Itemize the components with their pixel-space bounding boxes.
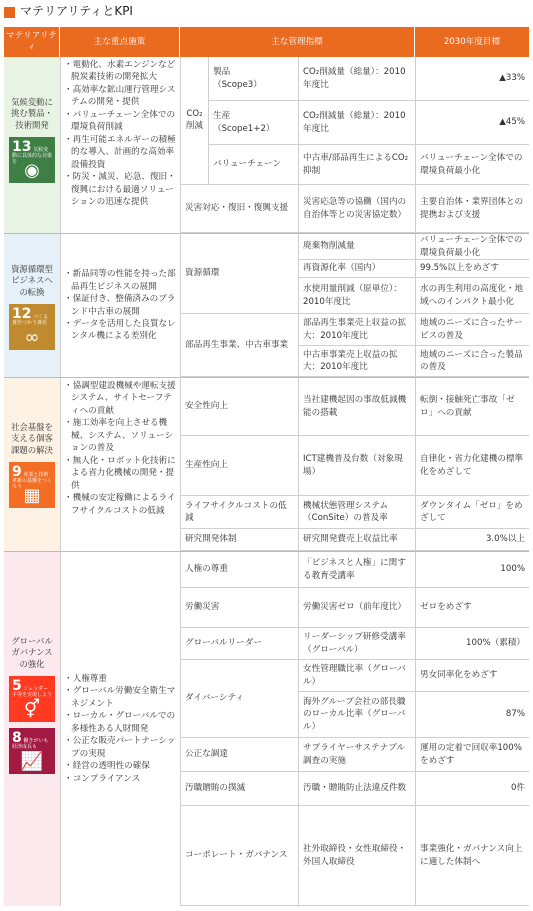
group-label: ライフサイクルコストの低減: [180, 496, 298, 529]
group-label: ダイバーシティ: [180, 660, 298, 738]
sdg-text: ジェンダー平等を実現しよう: [12, 686, 53, 699]
target-cell: 運用の定着で回収率100%をめざす: [415, 738, 529, 772]
list-item: ・ 施工効率を向上させる機械、システム、ソリューションの普及: [64, 417, 177, 454]
target-cell: 主要自治体・業界団体との提携および支援: [415, 185, 529, 233]
page-title: [4, 4, 133, 20]
list-item: ・ コンプライアンス: [64, 773, 177, 785]
gender-icon: ⚥: [23, 699, 41, 721]
materiality-governance: [4, 552, 60, 906]
section-governance: [4, 552, 529, 906]
measures-resource: [60, 234, 180, 377]
header-measures: 主な重点施策: [60, 27, 180, 57]
list-item: ・ 協調型建設機械や運転支援システム、サイトセーフティへの貢献: [64, 380, 177, 417]
list-item: ・ 再生可能エネルギーの積極的な導入、計画的な高効率設備投資: [64, 134, 177, 171]
indicator-cell: CO₂削減量（総量）：2010年度比: [298, 57, 415, 101]
target-cell: 100%（累積）: [415, 628, 529, 660]
list-item: ・ バリューチェーン全体での環境負荷削減: [64, 109, 177, 134]
group-label: 労働災害: [180, 588, 298, 628]
indicator-cell: 災害応急等の協働（国内の自治体等との災害協定数）: [298, 185, 415, 233]
indicator-cell: 再資源化率（国内）: [298, 260, 415, 278]
target-cell: 事業強化・ガバナンス向上に適した体制へ: [415, 806, 529, 906]
measures-climate: [60, 57, 180, 233]
list-item: ・ データを活用した良質なレンタル機による差別化: [64, 318, 177, 343]
sub-label: 生産 （Scope1+2）: [208, 101, 298, 145]
sdg-text: 産業と技術革新の基盤をつくろう: [12, 472, 53, 490]
indicator-cell: ICT建機普及台数（対象現場）: [298, 436, 415, 496]
target-cell: 87%: [415, 692, 529, 738]
group-label: コーポレート・ガバナンス: [180, 806, 298, 906]
indicator-cell: 海外グループ会社の部長職のローカル比率（グローバル）: [298, 692, 415, 738]
group-label: 汚職贈賄の撲滅: [180, 772, 298, 806]
sdg-number: 9: [12, 464, 22, 481]
sdg-9-badge: [9, 462, 55, 508]
indicator-cell: 水使用量削減（原単位）：2010年度比: [298, 278, 415, 314]
sdg-number: 8: [12, 730, 22, 747]
sdg-number: 5: [12, 678, 22, 695]
eye-globe-icon: ◉: [24, 160, 40, 182]
sdg-number: 13: [12, 139, 32, 156]
materiality-resource: [4, 234, 60, 377]
indicator-cell: 研究開発費売上収益比率: [298, 529, 415, 551]
sdg-5-badge: [9, 676, 55, 722]
list-item: ・ 防災・減災、応急、復旧・復興における最適ソリューションの迅速な提供: [64, 171, 177, 208]
sdg-number: 12: [12, 306, 32, 323]
list-item: ・ 保証付き、整備済みのブランド中古車の展開: [64, 293, 177, 318]
list-item: ・ 新品同等の性能を持った部品再生ビジネスの展開: [64, 268, 177, 293]
target-cell: バリューチェーン全体での環境負荷最小化: [415, 234, 529, 260]
indicator-cell: 機械状態管理システム（ConSite）の普及率: [298, 496, 415, 529]
indicator-cell: 廃棄物削減量: [298, 234, 415, 260]
target-cell: 3.0%以上: [415, 529, 529, 551]
list-item: ・ 人権尊重: [64, 673, 177, 685]
materiality-social: [4, 378, 60, 551]
sdg-text: 働きがいも経済成長も: [12, 738, 49, 751]
target-cell: 0件: [415, 772, 529, 806]
list-item: ・ 高効率な鉱山運行管理システムの開発・提供: [64, 84, 177, 109]
measures-governance: [60, 552, 180, 906]
list-item: ・ 経営の透明性の確保: [64, 760, 177, 772]
list-item: ・ 機械の安定稼働によるライフサイクルコストの低減: [64, 492, 177, 517]
target-cell: 自律化・省力化建機の標準化をめざして: [415, 436, 529, 496]
materiality-label: 社会基盤を支える個客課題の解決: [11, 422, 53, 455]
co2-group-label: CO₂削減: [180, 57, 208, 185]
indicator-cell: 「ビジネスと人権」に関する教育受講率: [298, 552, 415, 588]
indicator-cell: 当社建機起因の事故低減機能の搭載: [298, 378, 415, 436]
list-item: ・ 電動化、水素エンジンなど脱炭素技術の開発拡大: [64, 59, 177, 84]
target-cell: ▲45%: [415, 101, 529, 145]
group-label: グローバルリーダー: [180, 628, 298, 660]
group-label: 研究開発体制: [180, 529, 298, 551]
group-label: 生産性向上: [180, 436, 298, 496]
indicator-cell: サプライヤーサステナブル調査の実施: [298, 738, 415, 772]
header-materiality: マテリアリティ: [4, 27, 60, 57]
indicator-cell: 中古車事業売上収益の拡大：2010年度比: [298, 346, 415, 377]
list-item: ・ グローバル労働安全衛生マネジメント: [64, 685, 177, 710]
target-cell: 地域のニーズに合った製品の普及: [415, 346, 529, 377]
sdg-text: つくる責任つかう責任: [12, 314, 49, 327]
list-item: ・ 無人化・ロボット化技術による省力化機械の開発・提供: [64, 455, 177, 492]
measures-social: [60, 378, 180, 551]
header-indicators: 主な管理指標: [180, 27, 415, 57]
group-label: 災害対応・復旧・復興支援: [180, 185, 298, 233]
target-cell: ゼロをめざす: [415, 588, 529, 628]
target-cell: 水の再生利用の高度化・地域へのインパクト最小化: [415, 278, 529, 314]
group-label: 安全性向上: [180, 378, 298, 436]
sub-label: 製品 （Scope3）: [208, 57, 298, 101]
infinity-icon: ∞: [24, 327, 40, 349]
target-cell: 男女同率化をめざす: [415, 660, 529, 692]
indicator-cell: 労働災害ゼロ（前年度比）: [298, 588, 415, 628]
target-cell: 転倒・接触死亡事故「ゼロ」への貢献: [415, 378, 529, 436]
section-social: [4, 378, 529, 551]
growth-chart-icon: 📈: [20, 751, 44, 773]
section-climate: [4, 57, 529, 233]
sdg-8-badge: [9, 728, 55, 774]
indicator-cell: リーダーシップ研修受講率（グローバル）: [298, 628, 415, 660]
target-cell: 99.5%以上をめざす: [415, 260, 529, 278]
sdg-text: 気候変動に具体的な対策を: [12, 147, 53, 165]
section-resource: [4, 234, 529, 377]
indicator-cell: 女性管理職比率（グローバル）: [298, 660, 415, 692]
header-targets: 2030年度目標: [415, 27, 529, 57]
indicator-cell: 中古車/部品再生によるCO₂抑制: [298, 145, 415, 185]
materiality-label: 気候変動に挑む製品・技術開発: [11, 97, 53, 130]
target-cell: 地域のニーズに合ったサービスの普及: [415, 314, 529, 346]
indicator-cell: 部品再生事業売上収益の拡大：2010年度比: [298, 314, 415, 346]
materiality-label: 資源循環型ビジネスへの転換: [11, 264, 53, 297]
group-label: 公正な調達: [180, 738, 298, 772]
cubes-icon: ▦: [23, 485, 41, 507]
materiality-climate: [4, 57, 60, 233]
sdg-13-badge: [9, 137, 55, 183]
group-label: 人権の尊重: [180, 552, 298, 588]
indicator-cell: 社外取締役・女性取締役・外国人取締役: [298, 806, 415, 906]
indicator-cell: 汚職・贈賄防止法違反件数: [298, 772, 415, 806]
sub-label: バリューチェーン: [208, 145, 298, 185]
materiality-label: グローバルガバナンスの強化: [11, 636, 53, 669]
indicator-cell: CO₂削減量（総量）：2010年度比: [298, 101, 415, 145]
target-cell: ▲33%: [415, 57, 529, 101]
list-item: ・ 公正な販売パートナーシップの実現: [64, 735, 177, 760]
list-item: ・ ローカル・グローバルでの多様性ある人財開発: [64, 710, 177, 735]
group-label: 資源循環: [180, 234, 298, 314]
target-cell: バリューチェーン全体での環境負荷最小化: [415, 145, 529, 185]
group-label: 部品再生事業、中古車事業: [180, 314, 298, 377]
target-cell: ダウンタイム「ゼロ」をめざして: [415, 496, 529, 529]
target-cell: 100%: [415, 552, 529, 588]
title-square-icon: [4, 7, 15, 18]
sdg-12-badge: [9, 304, 55, 350]
title-text: マテリアリティとKPI: [20, 4, 133, 19]
